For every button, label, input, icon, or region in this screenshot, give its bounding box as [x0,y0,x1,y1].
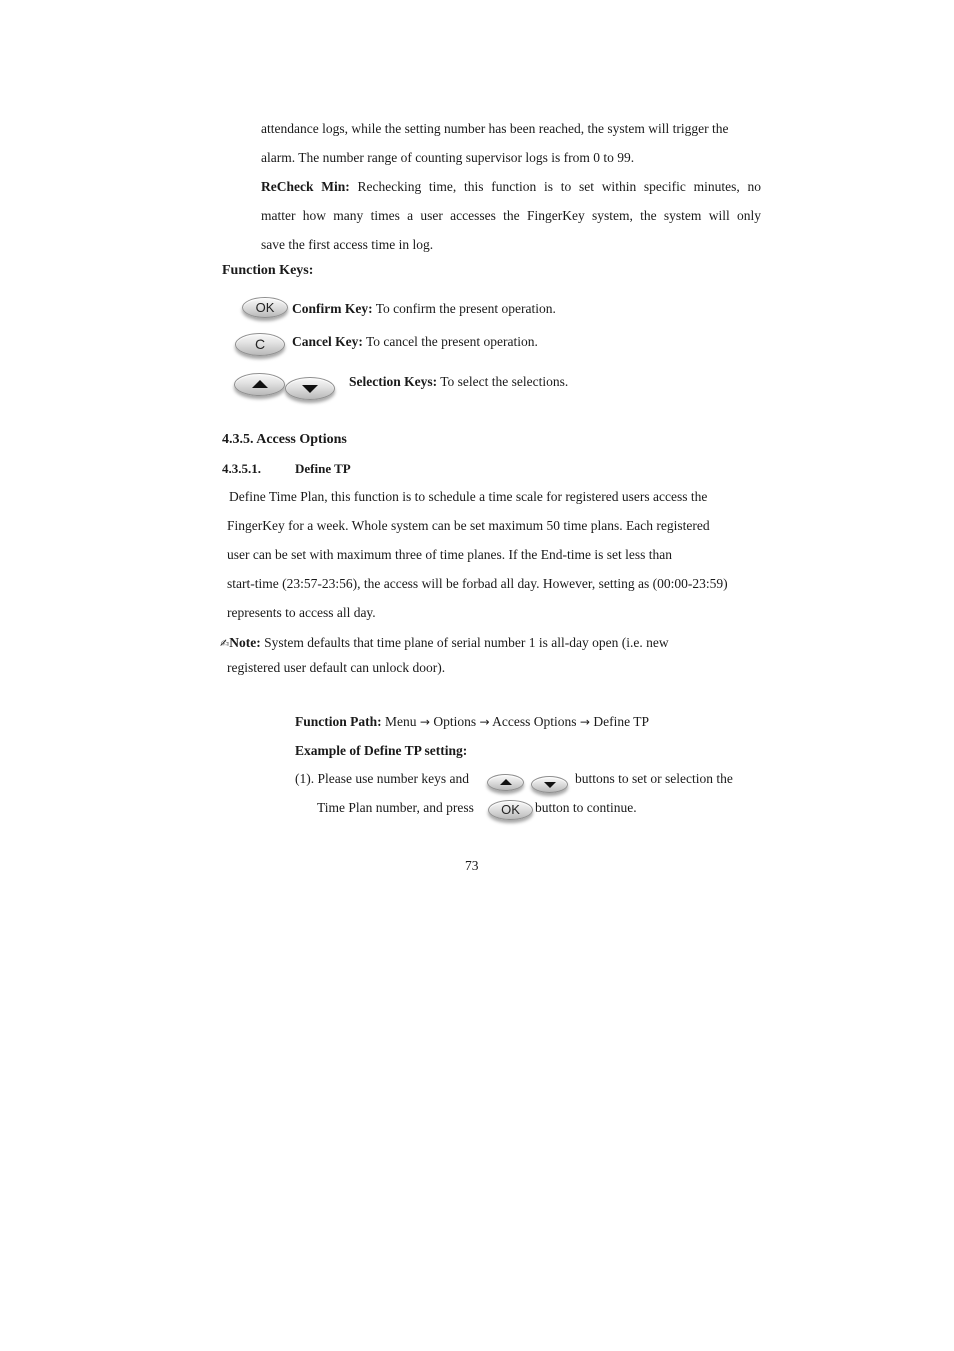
down-arrow-key-icon [285,377,335,400]
cancel-key-text: To cancel the present operation. [366,334,538,349]
confirm-key-label: Confirm Key: [292,301,373,316]
section-title: Access Options [256,432,347,447]
recheck-line-1 [261,178,761,196]
cancel-key-row [292,333,538,351]
path-item-access-options: Access Options [492,714,577,729]
step1-text-b: buttons to set or selection the [575,771,733,786]
example-heading: Example of Define TP setting: [295,743,468,758]
ok-key-icon [488,800,533,820]
function-keys-heading: Function Keys: [222,263,314,278]
writing-hand-icon: ✍ [220,637,230,650]
arrow-right-icon: → [419,715,430,729]
ok-key-label: OK [501,802,520,817]
body-line-5: represents to access all day. [227,605,376,620]
arrow-right-icon: → [579,715,590,729]
path-item-define-tp: Define TP [593,714,649,729]
up-arrow-key-icon [234,373,285,396]
body-line-1: Define Time Plan, this function is to schedule a time scale for registered users access the [229,489,708,504]
body-line-4: start-time (23:57-23:56), the access will be forbad all day. However, setting as (00:00-23:59) [227,576,728,591]
subsection-title: Define TP [295,461,351,476]
selection-keys-label: Selection Keys: [349,374,438,389]
recheck-line-2: matter how many times a user accesses the FingerKey system, the system will only [261,208,761,223]
selection-keys-text: To select the selections. [440,374,569,389]
intro-line-2: alarm. The number range of counting supervisor logs is from 0 to 99. [261,150,635,165]
c-key-label: C [254,336,266,352]
page-number: 73 [465,858,479,873]
note-line-2: registered user default can unlock door). [227,660,446,675]
note-text-1: System defaults that time plane of serial number 1 is all-day open (i.e. new [264,635,669,650]
step1-text-a: (1). Please use number keys and [295,771,469,786]
subsection-number: 4.3.5.1. [222,461,261,476]
section-number: 4.3.5. [222,432,254,447]
path-item-options: Options [433,714,477,729]
confirm-key-row [292,300,556,318]
section-heading [222,431,347,449]
function-path-label: Function Path: [295,714,382,729]
recheck-label: ReCheck Min: [261,179,350,194]
confirm-key-text: To confirm the present operation. [375,301,556,316]
up-arrow-key-icon [487,774,524,791]
cancel-key-label: Cancel Key: [292,334,363,349]
ok-key-icon [242,297,288,318]
step1-text-d: button to continue. [535,800,637,815]
function-path [295,713,649,731]
step1-text-c: Time Plan number, and press [317,800,474,815]
arrow-right-icon: → [479,715,490,729]
note-line-1 [220,634,669,653]
selection-keys-row [349,373,568,391]
cancel-key-icon [235,333,285,356]
recheck-text-1: Rechecking time, this function is to set within specific minutes, no [357,179,761,194]
recheck-line-3: save the first access time in log. [261,237,434,252]
ok-key-label: OK [255,300,275,315]
body-line-3: user can be set with maximum three of time planes. If the End-time is set less than [227,547,673,562]
down-arrow-key-icon [531,776,568,793]
path-item-menu: Menu [385,714,417,729]
note-label: Note: [229,635,261,650]
body-line-2: FingerKey for a week. Whole system can be set maximum 50 time plans. Each registered [227,518,710,533]
intro-line-1: attendance logs, while the setting number has been reached, the system will trigger the [261,121,729,136]
